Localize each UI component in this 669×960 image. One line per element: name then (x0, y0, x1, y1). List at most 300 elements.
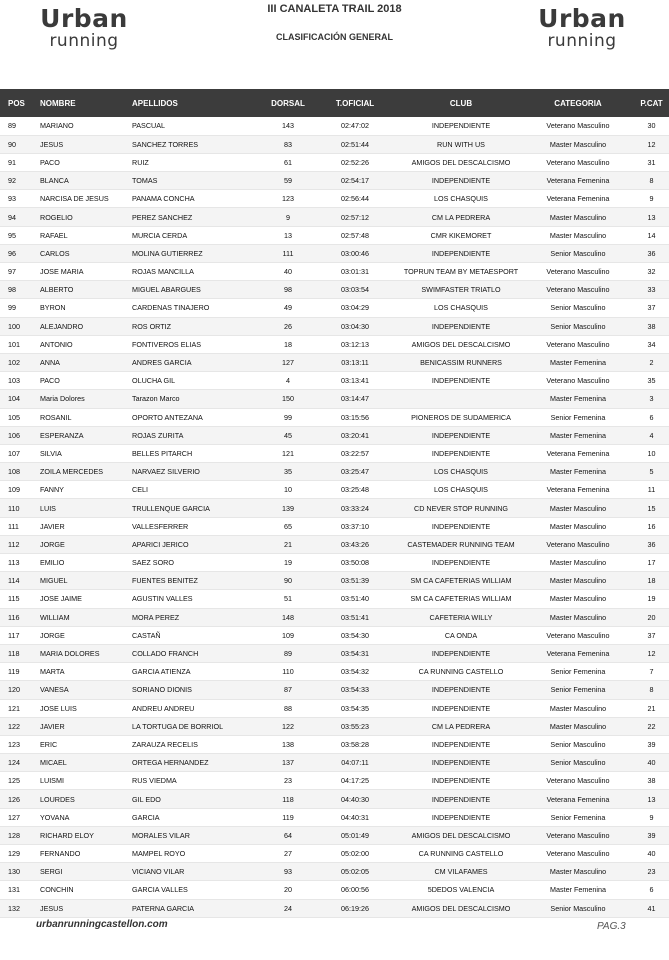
cell-nombre: MARTA (38, 663, 132, 681)
table-row (0, 590, 669, 608)
cell-pos: 92 (0, 172, 38, 190)
cell-nombre: LOURDES (38, 790, 132, 808)
cell-dorsal: 21 (256, 535, 320, 553)
cell-nombre: EMILIO (38, 554, 132, 572)
cell-t-oficial: 03:03:54 (320, 281, 390, 299)
cell-p-cat: 20 (624, 608, 669, 626)
table-row (0, 826, 669, 844)
page-number: PAG.3 (597, 921, 626, 932)
cell-club: CMR KIKEMORET (390, 226, 532, 244)
table-row (0, 481, 669, 499)
cell-club: LOS CHASQUIS (390, 463, 532, 481)
cell-p-cat: 22 (624, 717, 669, 735)
cell-club: INDEPENDIENTE (390, 772, 532, 790)
table-row (0, 881, 669, 899)
cell-t-oficial: 04:17:25 (320, 772, 390, 790)
cell-p-cat: 9 (624, 808, 669, 826)
table-row (0, 863, 669, 881)
urban-running-logo-right (538, 6, 626, 56)
cell-club: CA RUNNING CASTELLO (390, 663, 532, 681)
cell-p-cat: 12 (624, 135, 669, 153)
cell-pos: 124 (0, 754, 38, 772)
cell-categoria: Master Femenina (532, 463, 624, 481)
cell-t-oficial: 05:02:00 (320, 845, 390, 863)
cell-t-oficial: 03:54:32 (320, 663, 390, 681)
table-row (0, 463, 669, 481)
cell-p-cat: 32 (624, 263, 669, 281)
cell-nombre: LUISMI (38, 772, 132, 790)
table-row (0, 535, 669, 553)
cell-nombre: CARLOS (38, 244, 132, 262)
cell-categoria: Senior Femenina (532, 663, 624, 681)
cell-nombre: MIGUEL (38, 572, 132, 590)
cell-apellidos: GARCIA ATIENZA (132, 663, 256, 681)
cell-pos: 98 (0, 281, 38, 299)
cell-club: INDEPENDIENTE (390, 790, 532, 808)
cell-t-oficial: 04:07:11 (320, 754, 390, 772)
cell-categoria: Senior Masculino (532, 899, 624, 917)
cell-nombre: JESUS (38, 899, 132, 917)
cell-p-cat: 11 (624, 481, 669, 499)
table-row (0, 808, 669, 826)
cell-dorsal: 27 (256, 845, 320, 863)
table-row (0, 190, 669, 208)
cell-categoria: Veterano Masculino (532, 626, 624, 644)
cell-t-oficial: 05:02:05 (320, 863, 390, 881)
cell-club: PIONEROS DE SUDAMERICA (390, 408, 532, 426)
cell-apellidos: SANCHEZ TORRES (132, 135, 256, 153)
cell-pos: 109 (0, 481, 38, 499)
table-row (0, 735, 669, 753)
cell-nombre: WILLIAM (38, 608, 132, 626)
cell-p-cat: 41 (624, 899, 669, 917)
cell-t-oficial: 03:14:47 (320, 390, 390, 408)
cell-pos: 113 (0, 554, 38, 572)
cell-apellidos: APARICI JERICO (132, 535, 256, 553)
cell-club: INDEPENDIENTE (390, 172, 532, 190)
cell-t-oficial: 02:57:12 (320, 208, 390, 226)
table-row (0, 790, 669, 808)
cell-club: LOS CHASQUIS (390, 481, 532, 499)
cell-pos: 127 (0, 808, 38, 826)
cell-pos: 111 (0, 517, 38, 535)
cell-pos: 91 (0, 153, 38, 171)
cell-nombre: MARIANO (38, 117, 132, 135)
cell-apellidos: FUENTES BENITEZ (132, 572, 256, 590)
cell-club: CM VILAFAMES (390, 863, 532, 881)
cell-club: SM CA CAFETERIAS WILLIAM (390, 572, 532, 590)
table-row (0, 663, 669, 681)
cell-dorsal: 98 (256, 281, 320, 299)
cell-pos: 108 (0, 463, 38, 481)
cell-categoria: Veterano Masculino (532, 335, 624, 353)
cell-categoria: Senior Masculino (532, 244, 624, 262)
cell-p-cat: 13 (624, 790, 669, 808)
cell-nombre: MARIA DOLORES (38, 644, 132, 662)
cell-pos: 123 (0, 735, 38, 753)
header-row (0, 89, 669, 117)
cell-categoria: Veterano Masculino (532, 153, 624, 171)
cell-categoria: Master Femenina (532, 881, 624, 899)
cell-apellidos: Tarazon Marco (132, 390, 256, 408)
table-row (0, 172, 669, 190)
cell-dorsal: 99 (256, 408, 320, 426)
cell-t-oficial: 03:58:28 (320, 735, 390, 753)
cell-apellidos: GIL EDO (132, 790, 256, 808)
cell-t-oficial: 03:15:56 (320, 408, 390, 426)
cell-apellidos: MOLINA GUTIERREZ (132, 244, 256, 262)
cell-t-oficial: 03:54:35 (320, 699, 390, 717)
results-table (0, 89, 669, 918)
cell-club: INDEPENDIENTE (390, 317, 532, 335)
cell-nombre: JAVIER (38, 717, 132, 735)
cell-t-oficial: 03:04:30 (320, 317, 390, 335)
table-row (0, 608, 669, 626)
cell-nombre: JOSE LUIS (38, 699, 132, 717)
cell-t-oficial: 03:12:13 (320, 335, 390, 353)
cell-p-cat: 39 (624, 735, 669, 753)
cell-dorsal: 150 (256, 390, 320, 408)
cell-dorsal: 87 (256, 681, 320, 699)
col-apellidos: APELLIDOS (132, 98, 178, 108)
cell-t-oficial: 03:01:31 (320, 263, 390, 281)
cell-p-cat: 19 (624, 590, 669, 608)
cell-nombre: ZOILA MERCEDES (38, 463, 132, 481)
cell-nombre: JOSE JAIME (38, 590, 132, 608)
table-row (0, 626, 669, 644)
cell-nombre: ANNA (38, 353, 132, 371)
cell-pos: 129 (0, 845, 38, 863)
cell-p-cat: 36 (624, 535, 669, 553)
cell-t-oficial: 03:54:31 (320, 644, 390, 662)
cell-p-cat: 5 (624, 463, 669, 481)
logo-line2: running (547, 31, 617, 51)
table-row (0, 554, 669, 572)
cell-dorsal: 119 (256, 808, 320, 826)
cell-p-cat: 40 (624, 845, 669, 863)
cell-club: CAFETERIA WILLY (390, 608, 532, 626)
cell-pos: 106 (0, 426, 38, 444)
cell-nombre: SERGI (38, 863, 132, 881)
cell-club: INDEPENDIENTE (390, 808, 532, 826)
cell-dorsal: 118 (256, 790, 320, 808)
cell-nombre: ANTONIO (38, 335, 132, 353)
table-row (0, 153, 669, 171)
page-header (0, 0, 669, 88)
cell-p-cat: 30 (624, 117, 669, 135)
cell-nombre: FANNY (38, 481, 132, 499)
cell-categoria: Senior Masculino (532, 754, 624, 772)
cell-t-oficial: 02:54:17 (320, 172, 390, 190)
cell-nombre: PACO (38, 372, 132, 390)
table-row (0, 699, 669, 717)
results-table-header (0, 89, 669, 117)
cell-dorsal: 40 (256, 263, 320, 281)
cell-pos: 104 (0, 390, 38, 408)
cell-t-oficial: 03:55:23 (320, 717, 390, 735)
cell-t-oficial: 05:01:49 (320, 826, 390, 844)
cell-apellidos: RUS VIEDMA (132, 772, 256, 790)
cell-nombre: ROGELIO (38, 208, 132, 226)
cell-club (390, 390, 532, 408)
cell-nombre: JAVIER (38, 517, 132, 535)
table-row (0, 117, 669, 135)
cell-apellidos: GARCIA VALLES (132, 881, 256, 899)
cell-dorsal: 45 (256, 426, 320, 444)
cell-categoria: Veterana Femenina (532, 481, 624, 499)
cell-categoria: Master Masculino (532, 226, 624, 244)
cell-p-cat: 21 (624, 699, 669, 717)
cell-club: CM LA PEDRERA (390, 717, 532, 735)
col-club: CLUB (449, 98, 473, 108)
cell-dorsal: 137 (256, 754, 320, 772)
cell-nombre: CONCHIN (38, 881, 132, 899)
cell-categoria: Senior Femenina (532, 408, 624, 426)
cell-categoria: Senior Femenina (532, 808, 624, 826)
cell-pos: 93 (0, 190, 38, 208)
cell-p-cat: 12 (624, 644, 669, 662)
cell-p-cat: 35 (624, 372, 669, 390)
cell-categoria: Veterano Masculino (532, 772, 624, 790)
cell-categoria: Veterano Masculino (532, 281, 624, 299)
table-row (0, 263, 669, 281)
cell-pos: 102 (0, 353, 38, 371)
cell-apellidos: ANDRES GARCIA (132, 353, 256, 371)
cell-t-oficial: 02:56:44 (320, 190, 390, 208)
cell-club: INDEPENDIENTE (390, 754, 532, 772)
cell-club: INDEPENDIENTE (390, 735, 532, 753)
cell-apellidos: ROS ORTIZ (132, 317, 256, 335)
cell-club: CM LA PEDRERA (390, 208, 532, 226)
cell-dorsal: 20 (256, 881, 320, 899)
cell-p-cat: 31 (624, 153, 669, 171)
cell-apellidos: SAEZ SORO (132, 554, 256, 572)
cell-club: CASTEMADER RUNNING TEAM (390, 535, 532, 553)
cell-t-oficial: 03:51:40 (320, 590, 390, 608)
cell-dorsal: 23 (256, 772, 320, 790)
cell-club: AMIGOS DEL DESCALCISMO (390, 826, 532, 844)
table-row (0, 845, 669, 863)
cell-dorsal: 19 (256, 554, 320, 572)
document-subtitle: CLASIFICACIÓN GENERAL (276, 32, 393, 42)
cell-dorsal: 93 (256, 863, 320, 881)
cell-club: INDEPENDIENTE (390, 554, 532, 572)
cell-pos: 101 (0, 335, 38, 353)
cell-apellidos: CELI (132, 481, 256, 499)
cell-pos: 126 (0, 790, 38, 808)
results-table-body (0, 117, 669, 917)
cell-p-cat: 8 (624, 172, 669, 190)
cell-club: LOS CHASQUIS (390, 190, 532, 208)
cell-apellidos: VICIANO VILAR (132, 863, 256, 881)
cell-pos: 128 (0, 826, 38, 844)
cell-pos: 116 (0, 608, 38, 626)
col-dorsal: DORSAL (271, 98, 305, 108)
table-row (0, 226, 669, 244)
cell-t-oficial: 03:25:48 (320, 481, 390, 499)
cell-p-cat: 18 (624, 572, 669, 590)
table-row (0, 244, 669, 262)
cell-pos: 131 (0, 881, 38, 899)
cell-dorsal: 90 (256, 572, 320, 590)
cell-categoria: Master Masculino (532, 608, 624, 626)
cell-pos: 105 (0, 408, 38, 426)
cell-nombre: ESPERANZA (38, 426, 132, 444)
cell-apellidos: ANDREU ANDREU (132, 699, 256, 717)
cell-t-oficial: 04:40:31 (320, 808, 390, 826)
cell-club: INDEPENDIENTE (390, 244, 532, 262)
cell-dorsal: 143 (256, 117, 320, 135)
cell-pos: 96 (0, 244, 38, 262)
cell-apellidos: CASTAÑ (132, 626, 256, 644)
cell-nombre: FERNANDO (38, 845, 132, 863)
cell-categoria: Master Femenina (532, 353, 624, 371)
cell-categoria: Veterano Masculino (532, 263, 624, 281)
cell-pos: 112 (0, 535, 38, 553)
cell-apellidos: PANAMA CONCHA (132, 190, 256, 208)
cell-club: INDEPENDIENTE (390, 699, 532, 717)
cell-nombre: BLANCA (38, 172, 132, 190)
cell-dorsal: 109 (256, 626, 320, 644)
cell-pos: 100 (0, 317, 38, 335)
cell-nombre: ALBERTO (38, 281, 132, 299)
cell-nombre: PACO (38, 153, 132, 171)
cell-dorsal: 26 (256, 317, 320, 335)
cell-t-oficial: 03:25:47 (320, 463, 390, 481)
cell-nombre: JORGE (38, 626, 132, 644)
cell-nombre: VANESA (38, 681, 132, 699)
cell-apellidos: BELLES PITARCH (132, 444, 256, 462)
table-row (0, 208, 669, 226)
table-row (0, 335, 669, 353)
cell-nombre: JESUS (38, 135, 132, 153)
cell-apellidos: MAMPEL ROYO (132, 845, 256, 863)
cell-p-cat: 17 (624, 554, 669, 572)
cell-dorsal: 83 (256, 135, 320, 153)
table-row (0, 444, 669, 462)
cell-dorsal: 122 (256, 717, 320, 735)
cell-dorsal: 65 (256, 517, 320, 535)
cell-categoria: Senior Masculino (532, 299, 624, 317)
cell-dorsal: 111 (256, 244, 320, 262)
cell-p-cat: 40 (624, 754, 669, 772)
cell-apellidos: RUIZ (132, 153, 256, 171)
cell-categoria: Veterana Femenina (532, 790, 624, 808)
cell-club: LOS CHASQUIS (390, 299, 532, 317)
cell-p-cat: 15 (624, 499, 669, 517)
cell-dorsal: 138 (256, 735, 320, 753)
col-categoria: CATEGORIA (554, 98, 602, 108)
table-row (0, 408, 669, 426)
cell-club: RUN WITH US (390, 135, 532, 153)
cell-categoria: Master Masculino (532, 499, 624, 517)
cell-categoria: Veterana Femenina (532, 644, 624, 662)
table-row (0, 499, 669, 517)
cell-t-oficial: 02:52:26 (320, 153, 390, 171)
cell-t-oficial: 03:54:33 (320, 681, 390, 699)
cell-categoria: Senior Masculino (532, 735, 624, 753)
cell-dorsal: 24 (256, 899, 320, 917)
cell-categoria: Master Masculino (532, 572, 624, 590)
cell-categoria: Veterano Masculino (532, 826, 624, 844)
cell-apellidos: ORTEGA HERNANDEZ (132, 754, 256, 772)
cell-club: INDEPENDIENTE (390, 372, 532, 390)
cell-t-oficial: 03:00:46 (320, 244, 390, 262)
cell-p-cat: 10 (624, 444, 669, 462)
cell-nombre: ROSANIL (38, 408, 132, 426)
cell-pos: 119 (0, 663, 38, 681)
cell-categoria: Master Masculino (532, 135, 624, 153)
cell-dorsal: 61 (256, 153, 320, 171)
cell-apellidos: MIGUEL ABARGUES (132, 281, 256, 299)
cell-t-oficial: 03:33:24 (320, 499, 390, 517)
cell-categoria: Master Masculino (532, 717, 624, 735)
col-t-oficial: T.OFICIAL (335, 98, 375, 108)
cell-dorsal: 121 (256, 444, 320, 462)
cell-p-cat: 14 (624, 226, 669, 244)
cell-categoria: Veterano Masculino (532, 535, 624, 553)
cell-categoria: Master Masculino (532, 554, 624, 572)
cell-club: INDEPENDIENTE (390, 644, 532, 662)
cell-p-cat: 16 (624, 517, 669, 535)
cell-t-oficial: 03:43:26 (320, 535, 390, 553)
cell-pos: 130 (0, 863, 38, 881)
cell-nombre: RICHARD ELOY (38, 826, 132, 844)
cell-apellidos: OLUCHA GIL (132, 372, 256, 390)
cell-nombre: YOVANA (38, 808, 132, 826)
cell-t-oficial: 03:51:41 (320, 608, 390, 626)
col-nombre: NOMBRE (40, 98, 76, 108)
cell-dorsal: 10 (256, 481, 320, 499)
cell-nombre: ALEJANDRO (38, 317, 132, 335)
cell-club: INDEPENDIENTE (390, 444, 532, 462)
cell-p-cat: 7 (624, 663, 669, 681)
cell-t-oficial: 04:40:30 (320, 790, 390, 808)
cell-dorsal: 59 (256, 172, 320, 190)
cell-t-oficial: 06:19:26 (320, 899, 390, 917)
cell-dorsal: 88 (256, 699, 320, 717)
cell-pos: 115 (0, 590, 38, 608)
logo-line2: running (49, 31, 119, 51)
cell-apellidos: MORA PEREZ (132, 608, 256, 626)
table-row (0, 299, 669, 317)
cell-nombre: ERIC (38, 735, 132, 753)
cell-apellidos: PATERNA GARCIA (132, 899, 256, 917)
cell-apellidos: PASCUAL (132, 117, 256, 135)
cell-apellidos: LA TORTUGA DE BORRIOL (132, 717, 256, 735)
table-row (0, 644, 669, 662)
table-row (0, 390, 669, 408)
cell-pos: 122 (0, 717, 38, 735)
cell-pos: 117 (0, 626, 38, 644)
cell-nombre: JORGE (38, 535, 132, 553)
cell-p-cat: 36 (624, 244, 669, 262)
cell-categoria: Veterana Femenina (532, 190, 624, 208)
cell-p-cat: 6 (624, 881, 669, 899)
cell-apellidos: TRULLENQUE GARCIA (132, 499, 256, 517)
cell-categoria: Senior Masculino (532, 317, 624, 335)
cell-pos: 94 (0, 208, 38, 226)
cell-t-oficial: 06:00:56 (320, 881, 390, 899)
cell-club: SM CA CAFETERIAS WILLIAM (390, 590, 532, 608)
cell-pos: 103 (0, 372, 38, 390)
cell-p-cat: 6 (624, 408, 669, 426)
cell-categoria: Master Masculino (532, 590, 624, 608)
table-row (0, 681, 669, 699)
cell-club: INDEPENDIENTE (390, 681, 532, 699)
table-row (0, 517, 669, 535)
cell-pos: 118 (0, 644, 38, 662)
